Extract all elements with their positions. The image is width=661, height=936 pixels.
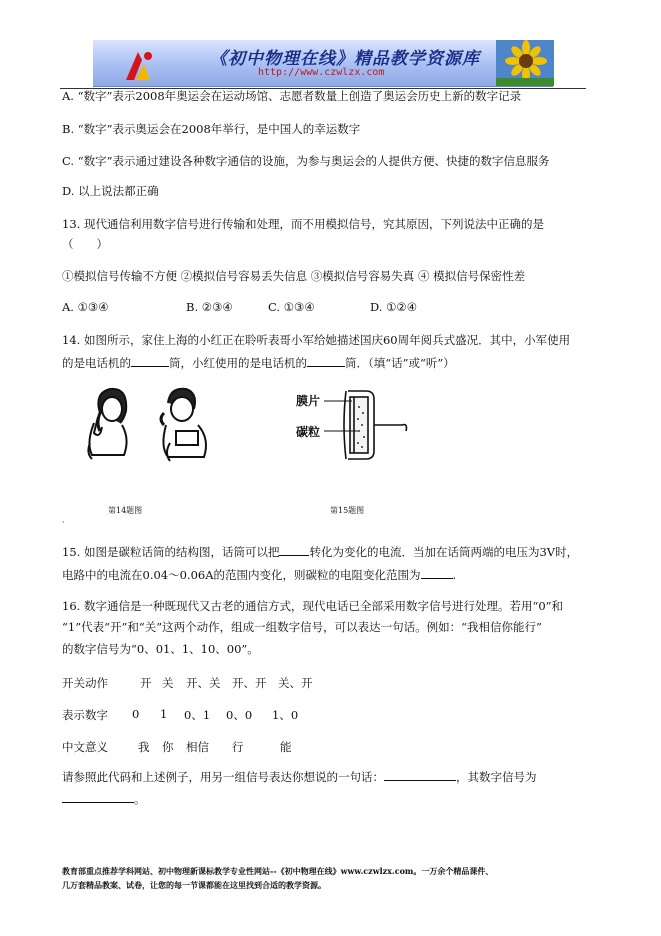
- cell: 关: [162, 676, 174, 690]
- q16-answer-blank-code[interactable]: [62, 790, 134, 803]
- membrane-label: 膜片: [296, 394, 321, 408]
- q16-ask-part1: 请参照此代码和上述例子，用另一组信号表达你想说的一句话：: [62, 770, 384, 784]
- q14-line2-part2: 筒，小红使用的是电话机的: [169, 356, 307, 370]
- q13-bracket: （ ）: [62, 237, 108, 251]
- q15-line1-part2: 转化为变化的电流．当加在话筒两端的电压为3V时，: [309, 545, 579, 559]
- q14-line2-part3: 筒．（填“话”或“听”）: [345, 356, 455, 370]
- site-logo-icon: [118, 46, 158, 86]
- phone-callers-figure: [80, 383, 240, 463]
- cell: 0、1: [184, 708, 211, 722]
- q12-option-a: A. “数字”表示2008年奥运会在运动场馆、志愿者数量上创造了奥运会历史上新的数字记录: [62, 89, 522, 103]
- cell: 0、0: [226, 708, 253, 722]
- header-url[interactable]: http://www.czwlzx.com: [258, 67, 385, 78]
- q16-ask-line1: [62, 768, 537, 785]
- q12-option-d: D. 以上说法都正确: [62, 184, 159, 198]
- cell: 行: [232, 740, 244, 754]
- cell: 我: [138, 740, 150, 754]
- cell: 开: [140, 676, 152, 690]
- stray-dot: ·: [62, 518, 65, 527]
- code-row-switch-actions: [62, 675, 362, 691]
- code-row-digits: [62, 707, 362, 723]
- q16-ask-part2: ，其数字信号为: [456, 770, 537, 784]
- cell: 相信: [186, 740, 209, 754]
- cell: 开、开: [232, 676, 267, 690]
- cell: 能: [280, 740, 292, 754]
- q16-line3: 的数字信号为“0、01、1、10、00”。: [62, 642, 259, 656]
- row-label: 中文意义: [62, 740, 108, 754]
- row-label: 开关动作: [62, 676, 108, 690]
- q16-line2: “1”代表“开”和“关”这两个动作，组成一组数字信号，可以表达一句话。例如：“我相信你能行”: [62, 620, 542, 634]
- sunflower-icon: [496, 40, 554, 86]
- q15-line2: [62, 566, 456, 583]
- q12-option-c: C. “数字”表示通过建设各种数字通信的设施，为参与奥运会的人提供方便、快捷的数字信息服务: [62, 154, 550, 168]
- q15-line1-part1: 15. 如图是碳粒话筒的结构图，话筒可以把: [62, 545, 280, 559]
- q14-line1: 14. 如图所示，家住上海的小红正在聆听表哥小军给她描述国庆60周年阅兵式盛况．其中，小军使用: [62, 333, 571, 347]
- q13-option-a: A. ①③④: [62, 300, 109, 314]
- q16-ask-part3: 。: [134, 792, 146, 806]
- q16-answer-blank-sentence[interactable]: [384, 768, 456, 781]
- q14-answer-blank-1[interactable]: [131, 354, 169, 367]
- q16-ask-line2: [62, 790, 146, 807]
- q15-answer-blank-1[interactable]: [279, 543, 309, 556]
- q16-line1: 16. 数字通信是一种既现代又古老的通信方式，现代电话已全部采用数字信号进行处理。若用“0”和: [62, 599, 564, 613]
- footer-line1: 教育部重点推荐学科网站、初中物理新课标教学专业性网站--《初中物理在线》www.czwlzx.com。一万余个精品课件、: [62, 866, 494, 876]
- cell: 0: [132, 707, 140, 721]
- q13-option-c: C. ①③④: [268, 300, 315, 314]
- q15-line1: [62, 543, 578, 560]
- q15-line2-part1: 电路中的电流在0.04～0.06A的范围内变化，则碳粒的电阻变化范围为: [62, 568, 421, 582]
- figure-14-caption: 第14题图: [108, 506, 143, 515]
- q15-line2-part2: .: [452, 568, 457, 582]
- footer-line2: 几万套精品教案、试卷，让您的每一节课都能在这里找到合适的教学资源。: [62, 880, 326, 890]
- q14-line2-part1: 的是电话机的: [62, 356, 131, 370]
- cell: 开、关: [186, 676, 221, 690]
- q14-line2: [62, 354, 455, 371]
- cell: 关、开: [278, 676, 313, 690]
- q13-option-d: D. ①②④: [370, 300, 418, 314]
- code-row-meaning: [62, 739, 362, 755]
- q13-statements: ①模拟信号传输不方便 ②模拟信号容易丢失信息 ③模拟信号容易失真 ④ 模拟信号保密性差: [62, 269, 526, 283]
- header-title: 《初中物理在线》精品教学资源库: [210, 49, 480, 69]
- cell: 1、0: [272, 708, 299, 722]
- cell: 你: [162, 740, 174, 754]
- q14-answer-blank-2[interactable]: [307, 354, 345, 367]
- q15-answer-blank-2[interactable]: [421, 566, 453, 579]
- figure-15-caption: 第15题图: [330, 506, 365, 515]
- row-label: 表示数字: [62, 708, 108, 722]
- q13-stem: 13. 现代通信利用数字信号进行传输和处理，而不用模拟信号，究其原因，下列说法中正确的是: [62, 217, 544, 231]
- cell: 1: [160, 707, 168, 721]
- carbon-granules-label: 碳粒: [296, 425, 321, 439]
- q13-option-b: B. ②③④: [186, 300, 233, 314]
- q12-option-b: B. “数字”表示奥运会在2008年举行，是中国人的幸运数字: [62, 122, 361, 136]
